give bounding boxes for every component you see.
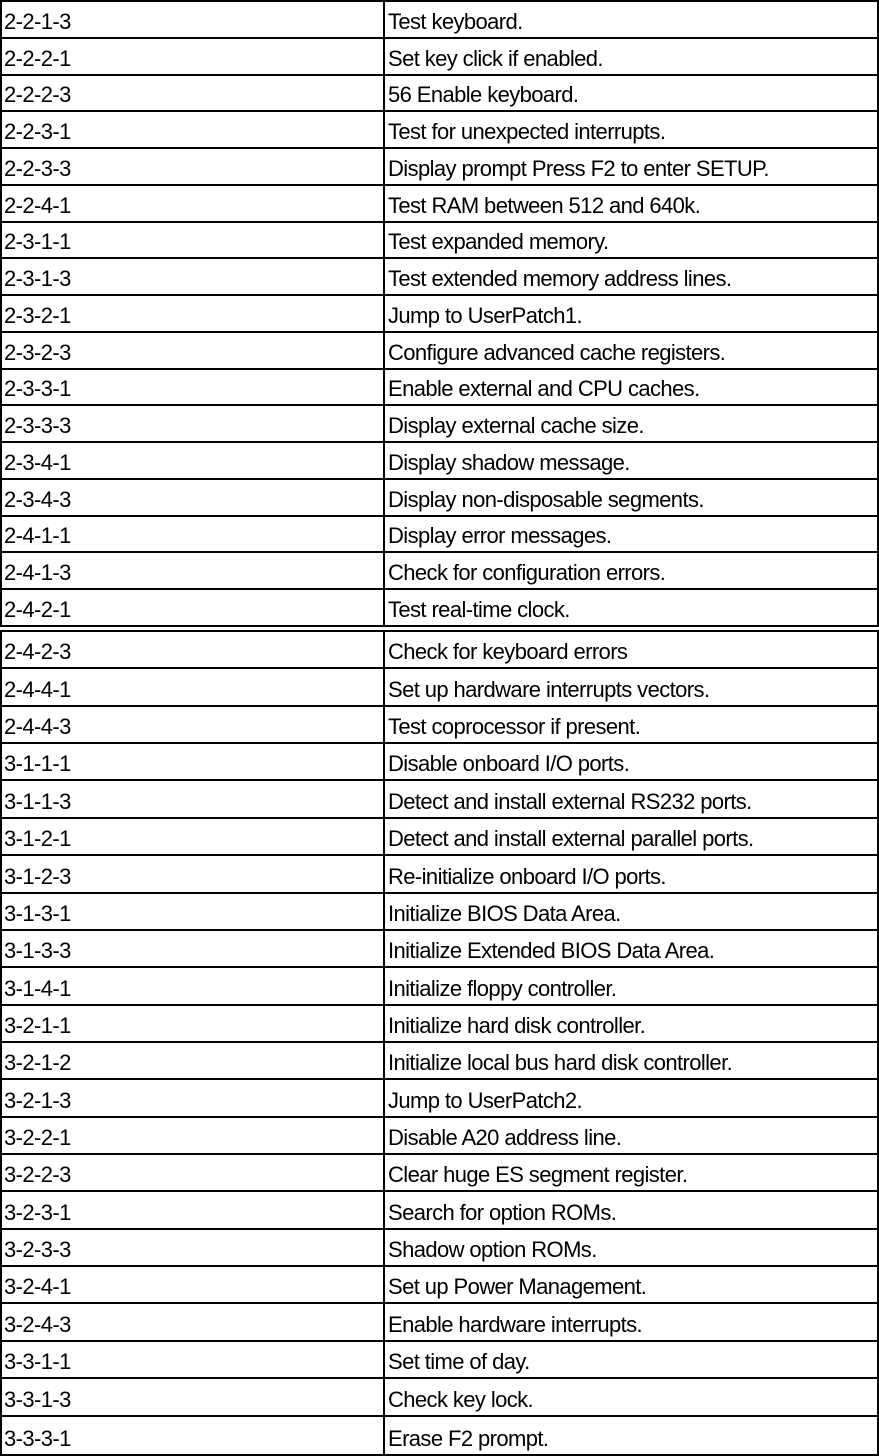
table-row — [2, 1304, 877, 1341]
table-row — [2, 1230, 877, 1267]
table-row — [2, 1379, 877, 1416]
beep-code-cell: 3-1-3-1 — [2, 894, 385, 929]
beep-code-cell: 3-1-3-3 — [2, 931, 385, 966]
description-cell: Check key lock. — [388, 1386, 534, 1412]
beep-code-cell: 3-1-4-1 — [2, 968, 385, 1003]
description-cell: Display external cache size. — [388, 413, 644, 438]
beep-code-cell: 3-2-1-2 — [2, 1043, 385, 1078]
description-cell: Enable external and CPU caches. — [388, 376, 700, 402]
table-row — [2, 1043, 877, 1080]
beep-code-cell: 3-3-1-3 — [2, 1379, 385, 1414]
description-cell: Enable hardware interrupts. — [388, 1311, 643, 1337]
beep-code-cell: 2-3-1-1 — [2, 223, 385, 258]
description-cell: Detect and install external parallel ports. — [388, 826, 754, 852]
description-cell: Display non-disposable segments. — [388, 486, 704, 512]
description-cell: Set up Power Management. — [388, 1274, 647, 1300]
beep-code-cell: 2-2-3-1 — [2, 112, 385, 147]
table-row — [2, 76, 877, 113]
beep-code-cell: 2-3-4-1 — [2, 443, 385, 478]
table-row — [2, 480, 877, 517]
beep-code-cell: 3-2-4-3 — [2, 1304, 385, 1339]
table-row — [2, 186, 877, 223]
table-row — [2, 1417, 877, 1454]
beep-code-cell: 2-2-2-1 — [2, 39, 385, 74]
description-cell: Clear huge ES segment register. — [388, 1162, 688, 1188]
description-cell: Test expanded memory. — [388, 229, 609, 255]
description-cell: Test for unexpected interrupts. — [388, 119, 666, 144]
beep-code-cell: 2-2-1-3 — [2, 2, 385, 37]
beep-code-cell: 2-3-3-1 — [2, 370, 385, 405]
beep-code-cell: 3-2-1-1 — [2, 1006, 385, 1041]
beep-code-cell: 3-1-2-3 — [2, 856, 385, 891]
description-cell: Detect and install external RS232 ports. — [388, 788, 752, 814]
beep-code-cell: 3-1-2-1 — [2, 819, 385, 854]
table-row — [2, 744, 877, 781]
beep-code-cell: 2-4-4-1 — [2, 669, 385, 704]
table-row — [2, 112, 877, 149]
beep-code-cell: 2-4-2-3 — [2, 632, 385, 667]
beep-code-cell: 3-2-3-3 — [2, 1230, 385, 1265]
description-cell: Erase F2 prompt. — [388, 1425, 549, 1451]
description-cell: Jump to UserPatch2. — [388, 1087, 583, 1113]
description-cell: Set key click if enabled. — [388, 45, 603, 71]
table-row — [2, 894, 877, 931]
table-row — [2, 819, 877, 856]
description-cell: Display prompt Press F2 to enter SETUP. — [388, 155, 769, 181]
description-cell: Initialize Extended BIOS Data Area. — [388, 938, 715, 964]
description-cell: Search for option ROMs. — [388, 1199, 617, 1225]
beep-code-cell: 2-2-4-1 — [2, 186, 385, 221]
beep-code-cell: 2-4-1-1 — [2, 517, 385, 552]
beep-code-cell: 2-3-2-1 — [2, 296, 385, 331]
table-row — [2, 149, 877, 186]
beep-code-cell: 2-2-3-3 — [2, 149, 385, 184]
description-cell: Test keyboard. — [388, 8, 523, 34]
beep-code-cell: 3-2-2-3 — [2, 1155, 385, 1190]
table-row — [2, 517, 877, 554]
table-row — [2, 553, 877, 590]
beep-code-cell: 3-2-1-3 — [2, 1080, 385, 1115]
description-cell: Initialize local bus hard disk controller. — [388, 1050, 733, 1076]
table-row — [2, 296, 877, 333]
beep-code-cell: 2-4-2-1 — [2, 590, 385, 625]
beep-code-cell: 2-4-4-3 — [2, 707, 385, 742]
description-cell: Shadow option ROMs. — [388, 1237, 597, 1263]
beep-code-cell: 3-2-3-1 — [2, 1192, 385, 1227]
table-row — [2, 259, 877, 296]
description-cell: Re-initialize onboard I/O ports. — [388, 863, 666, 889]
description-cell: Set time of day. — [388, 1349, 530, 1375]
beep-code-cell: 2-3-3-3 — [2, 406, 385, 441]
description-cell: Test real-time clock. — [388, 596, 570, 622]
beep-code-cell: 2-3-2-3 — [2, 333, 385, 368]
description-cell: Set up hardware interrupts vectors. — [388, 676, 710, 702]
description-cell: Display shadow message. — [388, 449, 630, 475]
table-row — [2, 1155, 877, 1192]
table-row — [2, 632, 877, 669]
beep-code-cell: 3-2-4-1 — [2, 1267, 385, 1302]
table-row — [2, 590, 877, 627]
description-cell: 56 Enable keyboard. — [388, 82, 579, 108]
description-cell: Display error messages. — [388, 523, 612, 549]
description-cell: Initialize hard disk controller. — [388, 1012, 646, 1038]
table-row — [2, 333, 877, 370]
table-row — [2, 1006, 877, 1043]
description-cell: Test RAM between 512 and 640k. — [388, 192, 701, 218]
table-row — [2, 2, 877, 39]
beep-code-cell: 2-3-4-3 — [2, 480, 385, 515]
table-row — [2, 781, 877, 818]
description-cell: Initialize BIOS Data Area. — [388, 900, 621, 926]
table-row — [2, 1267, 877, 1304]
description-cell: Test extended memory address lines. — [388, 266, 732, 291]
beep-code-cell: 2-2-2-3 — [2, 76, 385, 111]
table-row — [2, 223, 877, 260]
beep-code-cell: 3-3-1-1 — [2, 1342, 385, 1377]
beep-code-cell: 2-3-1-3 — [2, 259, 385, 294]
table-row — [2, 1342, 877, 1379]
beep-code-cell: 3-2-2-1 — [2, 1118, 385, 1153]
table-row — [2, 707, 877, 744]
table-section-bottom — [0, 630, 879, 1456]
beep-code-cell: 3-1-1-3 — [2, 781, 385, 816]
table-row — [2, 1192, 877, 1229]
beep-code-cell: 2-4-1-3 — [2, 553, 385, 588]
description-cell: Test coprocessor if present. — [388, 714, 641, 740]
table-row — [2, 856, 877, 893]
table-row — [2, 370, 877, 407]
description-cell: Check for configuration errors. — [388, 560, 666, 585]
table-row — [2, 1080, 877, 1117]
beep-code-cell: 3-1-1-1 — [2, 744, 385, 779]
description-cell: Initialize floppy controller. — [388, 975, 617, 1001]
description-cell: Disable onboard I/O ports. — [388, 751, 630, 777]
description-cell: Disable A20 address line. — [388, 1125, 622, 1151]
table-row — [2, 968, 877, 1005]
description-cell: Jump to UserPatch1. — [388, 302, 583, 328]
table-row — [2, 39, 877, 76]
description-cell: Check for keyboard errors — [388, 639, 628, 665]
table-row — [2, 1118, 877, 1155]
table-row — [2, 931, 877, 968]
table-section-top — [0, 0, 879, 627]
table-row — [2, 406, 877, 443]
beep-code-cell: 3-3-3-1 — [2, 1417, 385, 1454]
table-row — [2, 443, 877, 480]
description-cell: Configure advanced cache registers. — [388, 339, 726, 365]
table-row — [2, 669, 877, 706]
